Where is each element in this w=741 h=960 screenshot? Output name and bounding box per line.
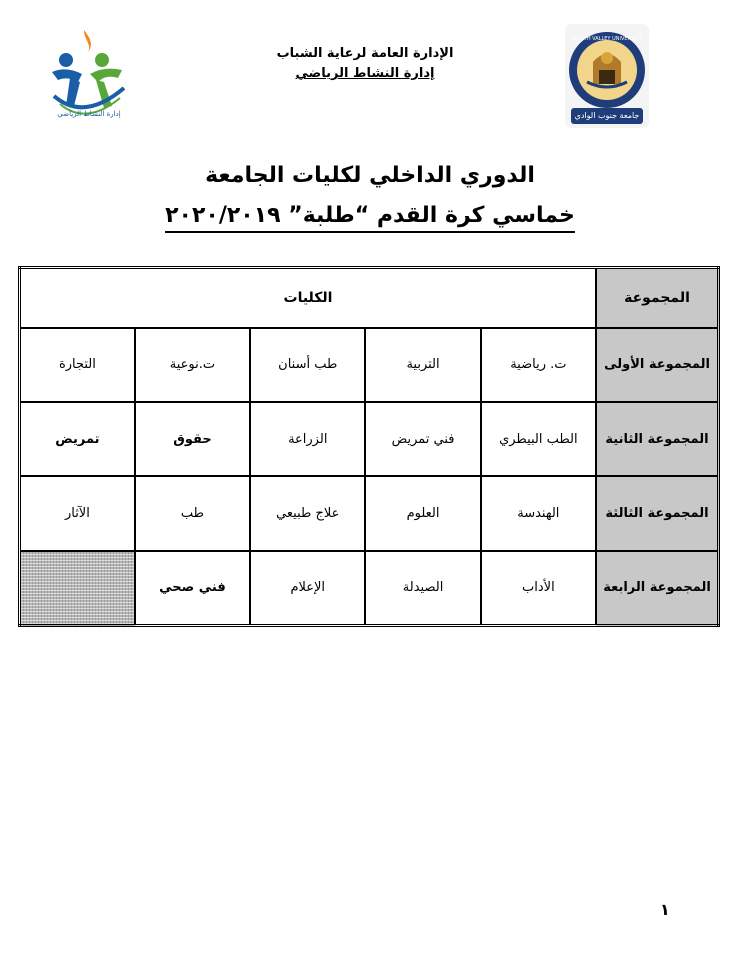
title-tournament <box>150 198 590 234</box>
document-title <box>150 160 590 234</box>
left-logo-caption: إدارة النشاط الرياضي <box>57 110 121 118</box>
group-name-cell: المجموعة الثالثة <box>596 476 719 550</box>
colleges-header-cell: الكليات <box>20 268 597 328</box>
table-header-row <box>20 268 719 328</box>
group-header-cell: المجموعة <box>596 268 719 328</box>
groups-table <box>18 266 720 627</box>
college-cell: تمريض <box>20 402 135 476</box>
youth-sports-logo <box>44 26 134 126</box>
empty-hatched-cell <box>20 551 135 626</box>
college-cell: ت. رياضية <box>481 328 596 402</box>
college-cell: طب أسنان <box>250 328 365 402</box>
page-number: ١ <box>660 900 670 919</box>
table-row <box>20 402 719 476</box>
college-cell: فني تمريض <box>365 402 480 476</box>
college-cell: حقوق <box>135 402 250 476</box>
college-cell: علاج طبيعي <box>250 476 365 550</box>
seal-arc-text: SOUTH VALLEY UNIVERSITY <box>573 36 642 42</box>
college-cell: الزراعة <box>250 402 365 476</box>
group-name-cell: المجموعة الثانية <box>596 402 719 476</box>
title-league: الدوري الداخلي لكليات الجامعة <box>205 163 535 188</box>
college-cell: ت.نوعية <box>135 328 250 402</box>
org-line-main: الإدارة العامة لرعاية الشباب <box>276 46 454 61</box>
college-cell: التجارة <box>20 328 135 402</box>
college-cell: فني صحي <box>135 551 250 626</box>
group-name-cell: المجموعة الرابعة <box>596 551 719 626</box>
college-cell: الهندسة <box>481 476 596 550</box>
table-row <box>20 476 719 550</box>
table-row <box>20 328 719 402</box>
title-tournament-text: خماسي كرة القدم “طلبة” ٢٠٢٠/٢٠١٩ <box>165 203 575 233</box>
university-seal-logo <box>563 22 651 130</box>
org-header <box>200 44 530 84</box>
college-cell: طب <box>135 476 250 550</box>
college-cell: الطب البيطري <box>481 402 596 476</box>
college-cell: الآثار <box>20 476 135 550</box>
seal-banner-text: جامعة جنوب الوادي <box>574 111 640 120</box>
group-name-cell: المجموعة الأولى <box>596 328 719 402</box>
org-line-department: إدارة النشاط الرياضي <box>295 66 435 81</box>
college-cell: التربية <box>365 328 480 402</box>
college-cell: الصيدلة <box>365 551 480 626</box>
college-cell: العلوم <box>365 476 480 550</box>
college-cell: الأداب <box>481 551 596 626</box>
table-row <box>20 551 719 626</box>
college-cell: الإعلام <box>250 551 365 626</box>
